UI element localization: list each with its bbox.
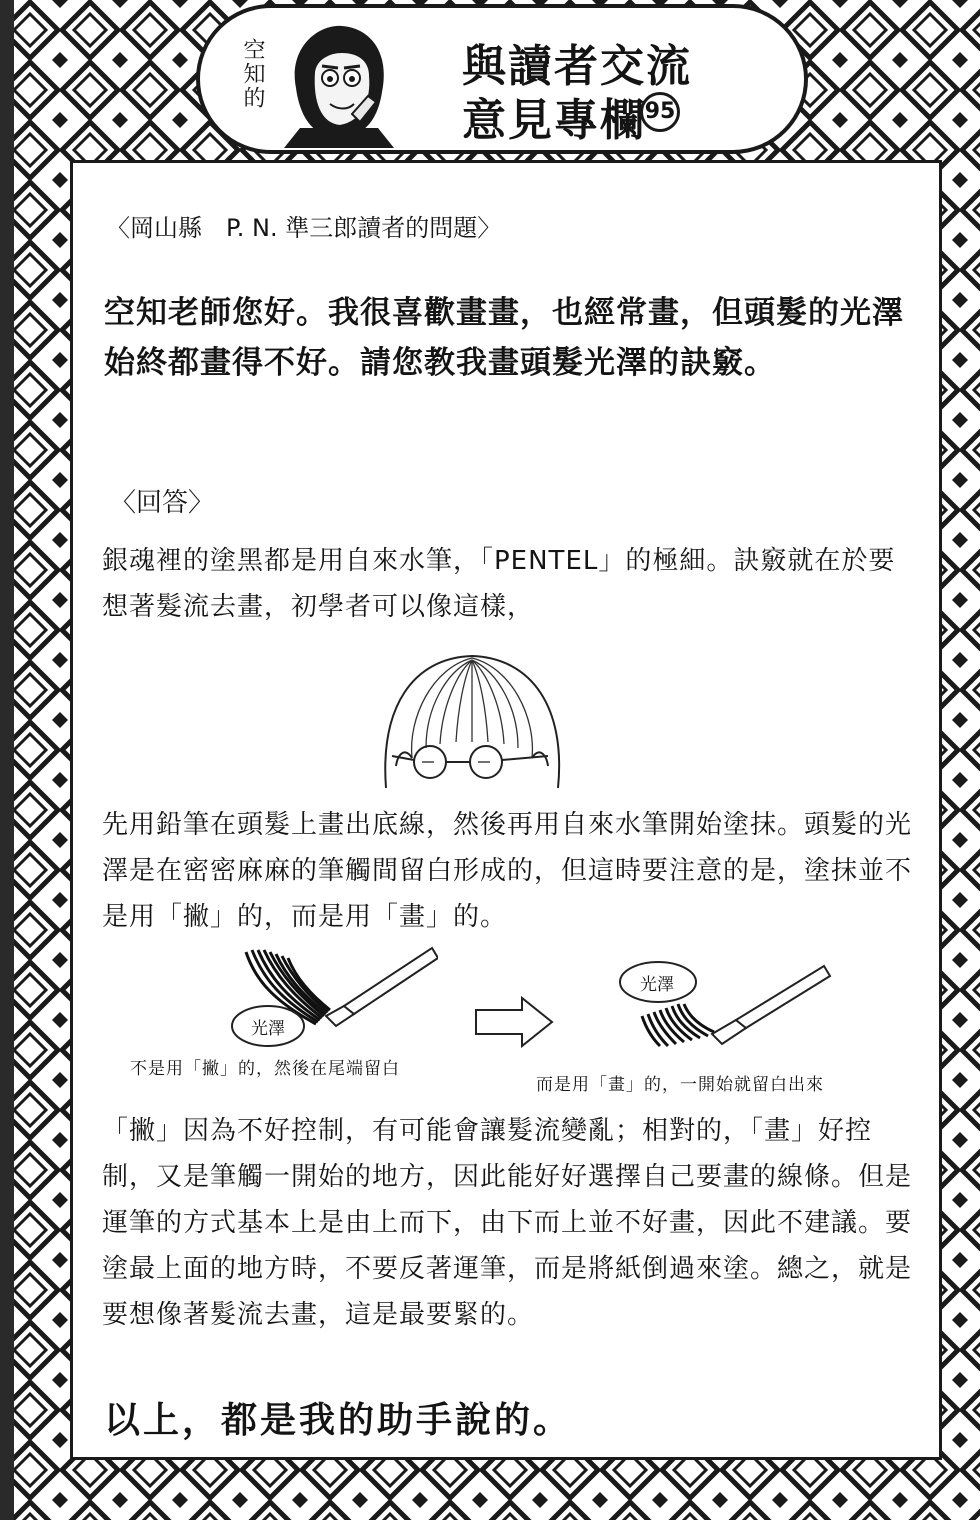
column-title-line1: 與讀者交流 [462,41,692,92]
arrow-right-icon [472,994,556,1050]
answer-label: 〈回答〉 [110,488,215,518]
answer-paragraph-3: 「撇」因為不好控制，有可能會讓髮流變亂；相對的，「畫」好控制，又是筆觸一開始的地方，因此能好好選擇自己要畫的線條。但是運筆的方式基本上是由上而下，由下而上並不好畫，因此不建議。要塗最上面的地方時，不要反著運筆，而是將紙倒過來塗。總之，就是要想像著髮流去畫，這是最要緊的。 [102,1116,913,1330]
closing-remark: 以上，都是我的助手說的。 [104,1400,573,1441]
column-title-line2: 意見專欄 [462,95,646,146]
caption-flick: 不是用「撇」的，然後在尾端留白 [130,1059,400,1079]
caption-draw: 而是用「畫」的，一開始就留白出來 [536,1075,824,1095]
issue-number-badge: 95 [640,92,680,132]
question-text: 空知老師您好。我很喜歡畫畫，也經常畫，但頭髮的光澤始終都畫得不好。請您教我畫頭髮光澤的訣竅。 [104,295,904,381]
gorilla-mascot-icon [278,18,398,148]
head-sketch-illustration [372,648,572,796]
header-sub-label: 空知的 [240,38,265,110]
gloss-bubble-left: 光澤 [251,1019,285,1039]
gloss-bubble-right: 光澤 [640,975,674,995]
answer-paragraph-1: 銀魂裡的塗黑都是用自來水筆，「PENTEL」的極細。訣竅就在於要想著髮流去畫，初學者可以像這樣， [102,546,896,622]
question-label: 〈岡山縣 P. N. 準三郎讀者的問題〉 [106,214,502,242]
answer-paragraph-2: 先用鉛筆在頭髮上畫出底線，然後再用自來水筆開始塗抹。頭髮的光澤是在密密麻麻的筆觸間留白形成的，但這時要注意的是，塗抹並不是用「撇」的，而是用「畫」的。 [102,810,913,932]
